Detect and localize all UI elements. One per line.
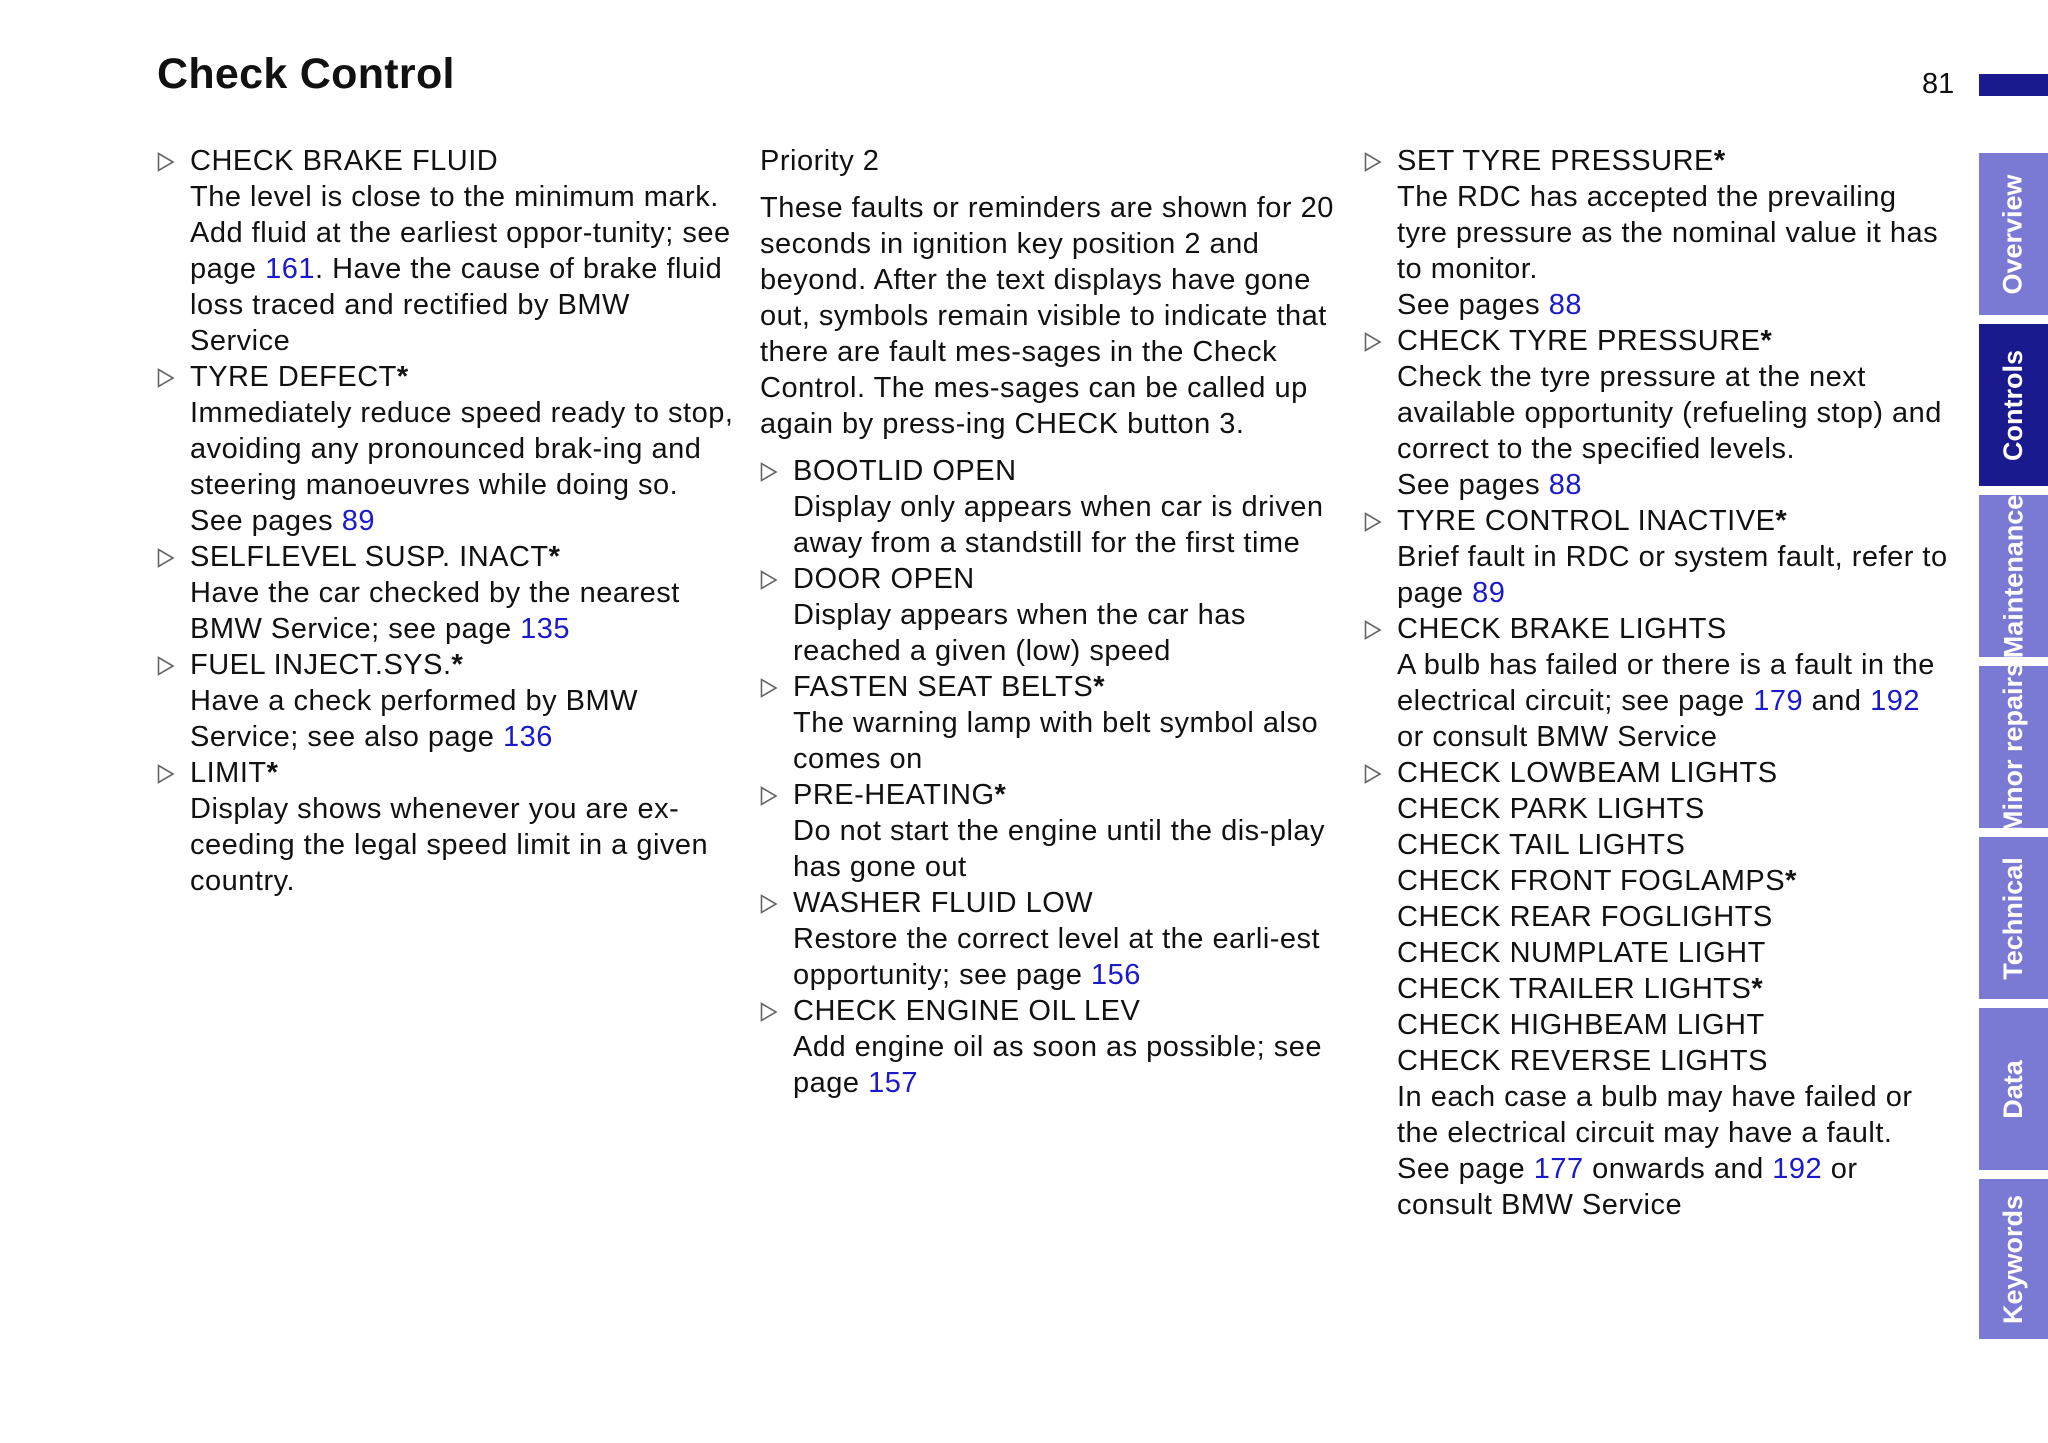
item-description: Check the tyre pressure at the next available opportunity (refueling stop) and correct to the specified levels. [1397,361,1942,465]
list-item [157,647,737,755]
triangle-bullet-icon [760,1002,778,1022]
column-3 [1364,143,1954,1223]
item-heading: CHECK REAR FOGLIGHTS [1397,901,1773,933]
triangle-bullet-icon [760,678,778,698]
triangle-bullet-icon [760,570,778,590]
item-description: A bulb has failed or there is a fault in the electrical circuit; see page 179 and 192 or consult BMW Service [1397,649,1935,753]
item-heading: TYRE DEFECT* [190,361,409,393]
item-description: Brief fault in RDC or system fault, refer to page 89 [1397,541,1948,609]
item-heading: SELFLEVEL SUSP. INACT* [190,541,561,573]
item-heading: WASHER FLUID LOW [793,887,1094,919]
item-see-pages: See pages 88 [1397,469,1582,501]
item-heading: BOOTLID OPEN [793,455,1017,487]
intro-paragraph: These faults or reminders are shown for 20 seconds in ignition key position 2 and beyond. After the text displays have gone out, symbols remain visible to indicate that there are fault mes-sages in the Check Control. The mes-sages can be called up again by press-ing CHECK button 3. [760,192,1334,440]
triangle-bullet-icon [157,152,175,172]
list-item [1364,611,1954,755]
item-description: Display appears when the car has reached a given (low) speed [793,599,1246,667]
list-item [760,669,1340,777]
list-item [760,885,1340,993]
page-link[interactable]: 136 [502,721,553,753]
page-link[interactable]: 179 [1753,685,1804,717]
item-description: The level is close to the minimum mark. Add fluid at the earliest oppor-tunity; see page 161. Have the cause of brake fluid loss traced and rectified by BMW Service [190,181,731,357]
page-link[interactable]: 161 [265,253,315,285]
item-description: Restore the correct level at the earli-est opportunity; see page 156 [793,923,1321,991]
list-item [1364,143,1954,323]
item-heading: CHECK REVERSE LIGHTS [1397,1045,1768,1077]
item-heading: CHECK HIGHBEAM LIGHT [1397,1009,1765,1041]
triangle-bullet-icon [1364,764,1382,784]
column-2 [760,143,1340,1101]
list-item [1364,323,1954,503]
item-heading: CHECK TYRE PRESSURE* [1397,325,1773,357]
tab-label: Overview [1998,173,2029,295]
page-link[interactable]: 157 [868,1067,918,1099]
tab-keywords[interactable] [1979,1179,2048,1339]
page-link[interactable]: 88 [1548,289,1582,321]
tab-technical[interactable] [1979,837,2048,999]
triangle-bullet-icon [157,548,175,568]
item-heading: TYRE CONTROL INACTIVE* [1397,505,1788,537]
item-heading: LIMIT* [190,757,279,789]
item-heading: CHECK BRAKE FLUID [190,145,499,177]
page-title: Check Control [157,50,455,98]
triangle-bullet-icon [1364,620,1382,640]
page-number: 81 [1922,68,1955,100]
item-description: Have a check performed by BMW Service; see also page 136 [190,685,639,753]
item-heading: CHECK TRAILER LIGHTS* [1397,973,1764,1005]
page-link[interactable]: 192 [1870,685,1920,717]
item-heading: PRE-HEATING* [793,779,1007,811]
tab-label: Controls [1998,349,2028,461]
tab-controls[interactable] [1979,324,2048,486]
page-link[interactable]: 192 [1772,1153,1823,1185]
triangle-bullet-icon [1364,152,1382,172]
list-item [760,453,1340,561]
page-link[interactable]: 89 [341,505,375,537]
item-description: Have the car checked by the nearest BMW Service; see page 135 [190,577,680,645]
tab-minor-repairs[interactable] [1979,661,2048,833]
list-item [157,539,737,647]
item-heading: CHECK NUMPLATE LIGHT [1397,937,1766,969]
triangle-bullet-icon [760,894,778,914]
list-item [760,777,1340,885]
item-see-pages: See pages 89 [190,505,375,537]
item-heading: SET TYRE PRESSURE* [1397,145,1726,177]
triangle-bullet-icon [157,764,175,784]
tab-label: Technical [1998,856,2029,980]
tab-label: Keywords [1998,1194,2029,1324]
page-link[interactable]: 156 [1090,959,1141,991]
chapter-tabs [1979,0,2048,1443]
item-description: Add engine oil as soon as possible; see page 157 [793,1031,1322,1099]
triangle-bullet-icon [157,656,175,676]
list-item-lights [1364,755,1954,1223]
item-see-pages: See pages 88 [1397,289,1582,321]
list-item [157,143,737,359]
item-heading: CHECK BRAKE LIGHTS [1397,613,1727,645]
item-description: In each case a bulb may have failed or the electrical circuit may have a fault. See page 177 onwards and 192 or consult BMW Service [1397,1081,1913,1221]
list-item [157,755,737,899]
tab-data[interactable] [1979,1008,2048,1170]
tab-overview[interactable] [1979,153,2048,315]
item-description: Display shows whenever you are ex-ceeding the legal speed limit in a given country. [190,793,709,897]
item-description: Do not start the engine until the dis-play has gone out [793,815,1326,883]
item-heading: DOOR OPEN [793,563,975,595]
item-description: Display only appears when car is driven away from a standstill for the first time [793,491,1324,559]
tab-label: Data [1998,1059,2028,1119]
triangle-bullet-icon [760,786,778,806]
triangle-bullet-icon [760,462,778,482]
item-heading: CHECK FRONT FOGLAMPS* [1397,865,1797,897]
page-link[interactable]: 177 [1533,1153,1584,1185]
triangle-bullet-icon [1364,512,1382,532]
item-heading: FASTEN SEAT BELTS* [793,671,1105,703]
item-description: The RDC has accepted the prevailing tyre pressure as the nominal value it has to monitor. [1397,181,1939,285]
list-item [1364,503,1954,611]
tab-label: Maintenance [1998,494,2029,658]
list-item [760,561,1340,669]
column-1 [157,143,737,899]
triangle-bullet-icon [157,368,175,388]
tab-maintenance[interactable] [1979,495,2048,657]
item-description: Immediately reduce speed ready to stop, avoiding any pronounced brak-ing and steering manoeuvres while doing so. [190,397,734,501]
page-link[interactable]: 88 [1548,469,1582,501]
item-heading: CHECK ENGINE OIL LEV [793,995,1141,1027]
page-link[interactable]: 135 [520,613,571,645]
list-item [760,993,1340,1101]
item-description: The warning lamp with belt symbol also comes on [793,707,1319,775]
page-link[interactable]: 89 [1472,577,1506,609]
item-heading: FUEL INJECT.SYS.* [190,649,464,681]
list-item [157,359,737,539]
item-heading: CHECK PARK LIGHTS [1397,793,1705,825]
triangle-bullet-icon [1364,332,1382,352]
priority-heading: Priority 2 [760,145,880,177]
item-heading: CHECK TAIL LIGHTS [1397,829,1686,861]
tab-label: Minor repairs [1998,661,2029,833]
item-heading: CHECK LOWBEAM LIGHTS [1397,757,1778,789]
